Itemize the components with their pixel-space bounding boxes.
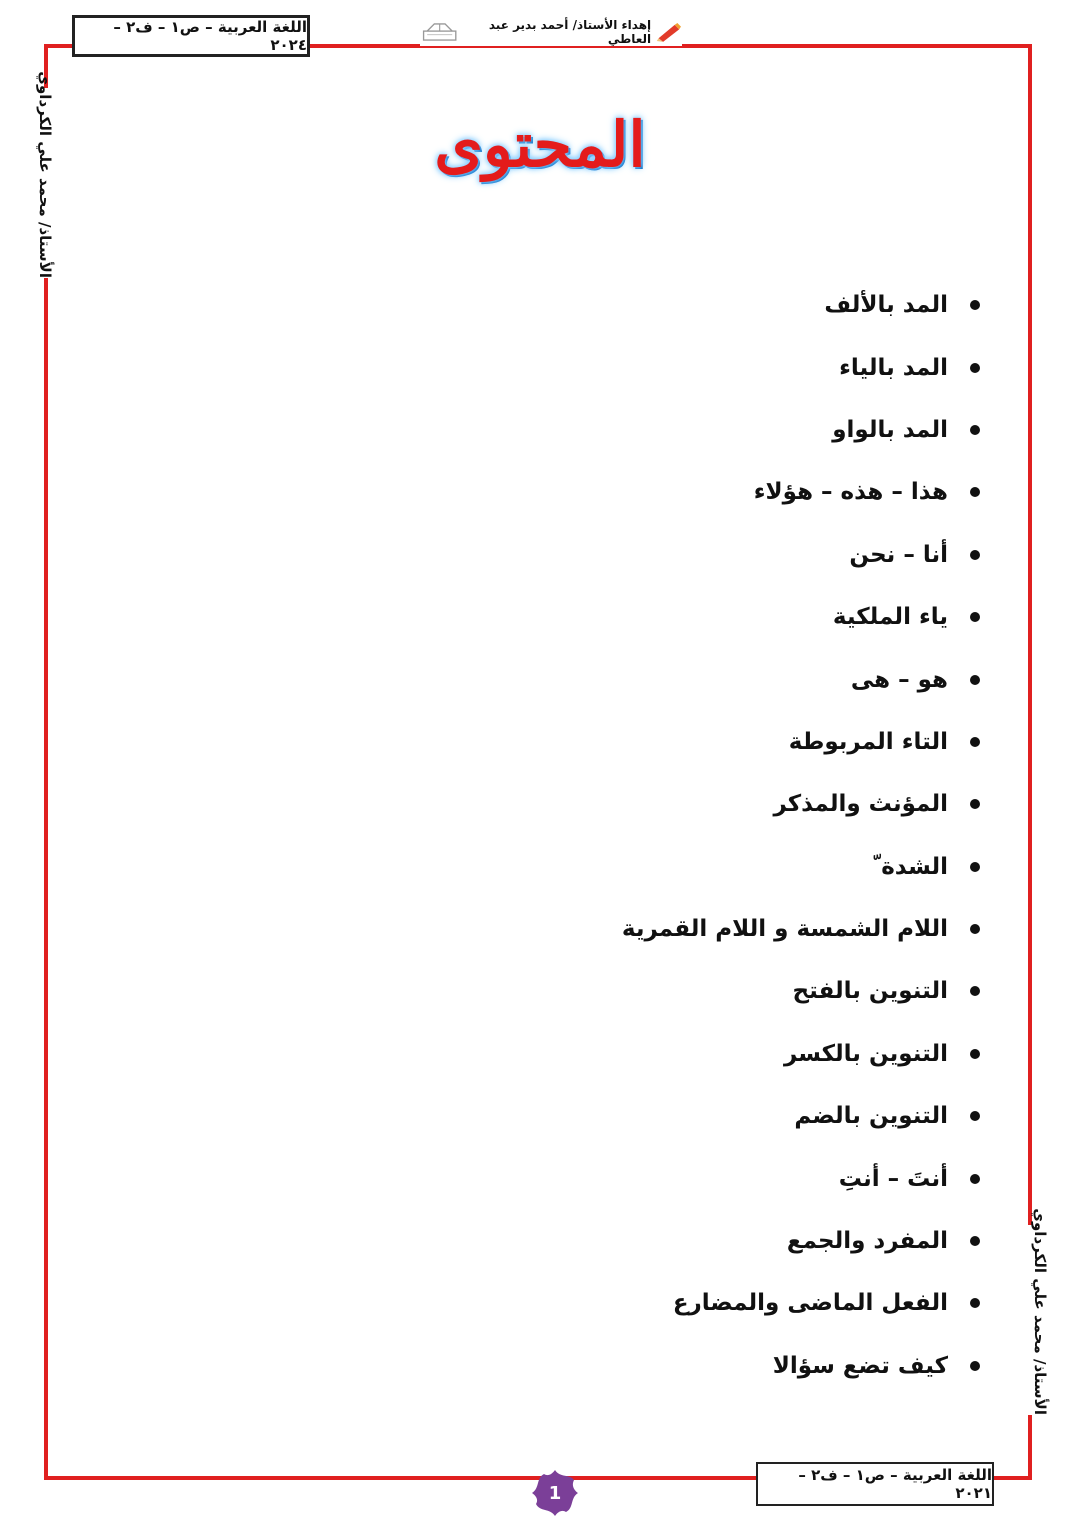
page-title: المحتوى [434, 108, 646, 181]
toc-item [500, 898, 980, 960]
bullet-icon [970, 1298, 980, 1308]
toc-item [500, 274, 980, 336]
toc-item [500, 711, 980, 773]
bullet-icon [970, 986, 980, 996]
toc-item-label: أنتَ – أنتِ [838, 1165, 948, 1192]
toc-item-label: المفرد والجمع [786, 1228, 948, 1255]
toc-item [500, 1335, 980, 1397]
table-of-contents [500, 274, 980, 1397]
toc-item-label: ياء الملكية [832, 604, 948, 631]
toc-item-label: هذا – هذه – هؤلاء [753, 479, 948, 506]
bullet-icon [970, 675, 980, 685]
bullet-icon [970, 1111, 980, 1121]
toc-item-label: التاء المربوطة [788, 728, 948, 755]
bullet-icon [970, 425, 980, 435]
toc-item [500, 1272, 980, 1334]
toc-item [500, 336, 980, 398]
toc-item [500, 773, 980, 835]
toc-item-label: أنا – نحن [849, 541, 948, 568]
bullet-icon [970, 550, 980, 560]
toc-item [500, 1147, 980, 1209]
toc-item-label: الفعل الماضى والمضارع [672, 1290, 948, 1317]
bullet-icon [970, 737, 980, 747]
page-number-badge [530, 1468, 580, 1518]
footer-label-box [756, 1462, 994, 1506]
bullet-icon [970, 363, 980, 373]
header-label: اللغة العربية – ص١ – ف٢ – ٢٠٢٤ [113, 18, 307, 54]
toc-item-label: كيف تضع سؤالا [772, 1352, 948, 1379]
bullet-icon [970, 924, 980, 934]
bullet-icon [970, 799, 980, 809]
dedication-banner [420, 18, 682, 46]
side-label-left [32, 71, 58, 278]
bullet-icon [970, 300, 980, 310]
side-label-right [1027, 1208, 1053, 1415]
toc-item [500, 648, 980, 710]
toc-item-label: اللام الشمسة و اللام القمرية [621, 916, 948, 943]
toc-item-label: المد بالياء [839, 354, 948, 381]
footer-label: اللغة العربية – ص١ – ف٢ – ٢٠٢١ [798, 1466, 992, 1502]
toc-item [500, 586, 980, 648]
toc-item-label: التنوين بالفتح [792, 978, 948, 1005]
bullet-icon [970, 1361, 980, 1371]
bullet-icon [970, 1236, 980, 1246]
toc-item [500, 836, 980, 898]
toc-item [500, 524, 980, 586]
bullet-icon [970, 1049, 980, 1059]
toc-item [500, 461, 980, 523]
side-label-right-text: الأستاذ/ محمد علي الكرداوي [1031, 1208, 1049, 1415]
toc-item-label: هو – هى [850, 666, 948, 693]
toc-item-label: المد بالألف [824, 292, 948, 319]
toc-item [500, 1023, 980, 1085]
toc-item-label: المد بالواو [832, 416, 948, 443]
toc-item-label: الشدة ّ [873, 853, 948, 880]
toc-item [500, 960, 980, 1022]
pencil-icon [655, 21, 682, 43]
books-icon [420, 19, 459, 45]
header-label-box [72, 15, 310, 57]
bullet-icon [970, 1174, 980, 1184]
bullet-icon [970, 612, 980, 622]
page-number: 1 [548, 1482, 562, 1504]
side-label-left-text: الأستاذ/ محمد علي الكرداوي [36, 71, 54, 278]
bullet-icon [970, 862, 980, 872]
toc-item-label: التنوين بالضم [794, 1103, 948, 1130]
toc-item [500, 1210, 980, 1272]
toc-item-label: المؤنث والمذكر [773, 791, 948, 818]
toc-item-label: التنوين بالكسر [783, 1040, 948, 1067]
toc-item [500, 1085, 980, 1147]
toc-item [500, 399, 980, 461]
bullet-icon [970, 487, 980, 497]
dedication-text: إهداء الأستاذ/ أحمد بدير عبد العاطي [488, 18, 652, 46]
